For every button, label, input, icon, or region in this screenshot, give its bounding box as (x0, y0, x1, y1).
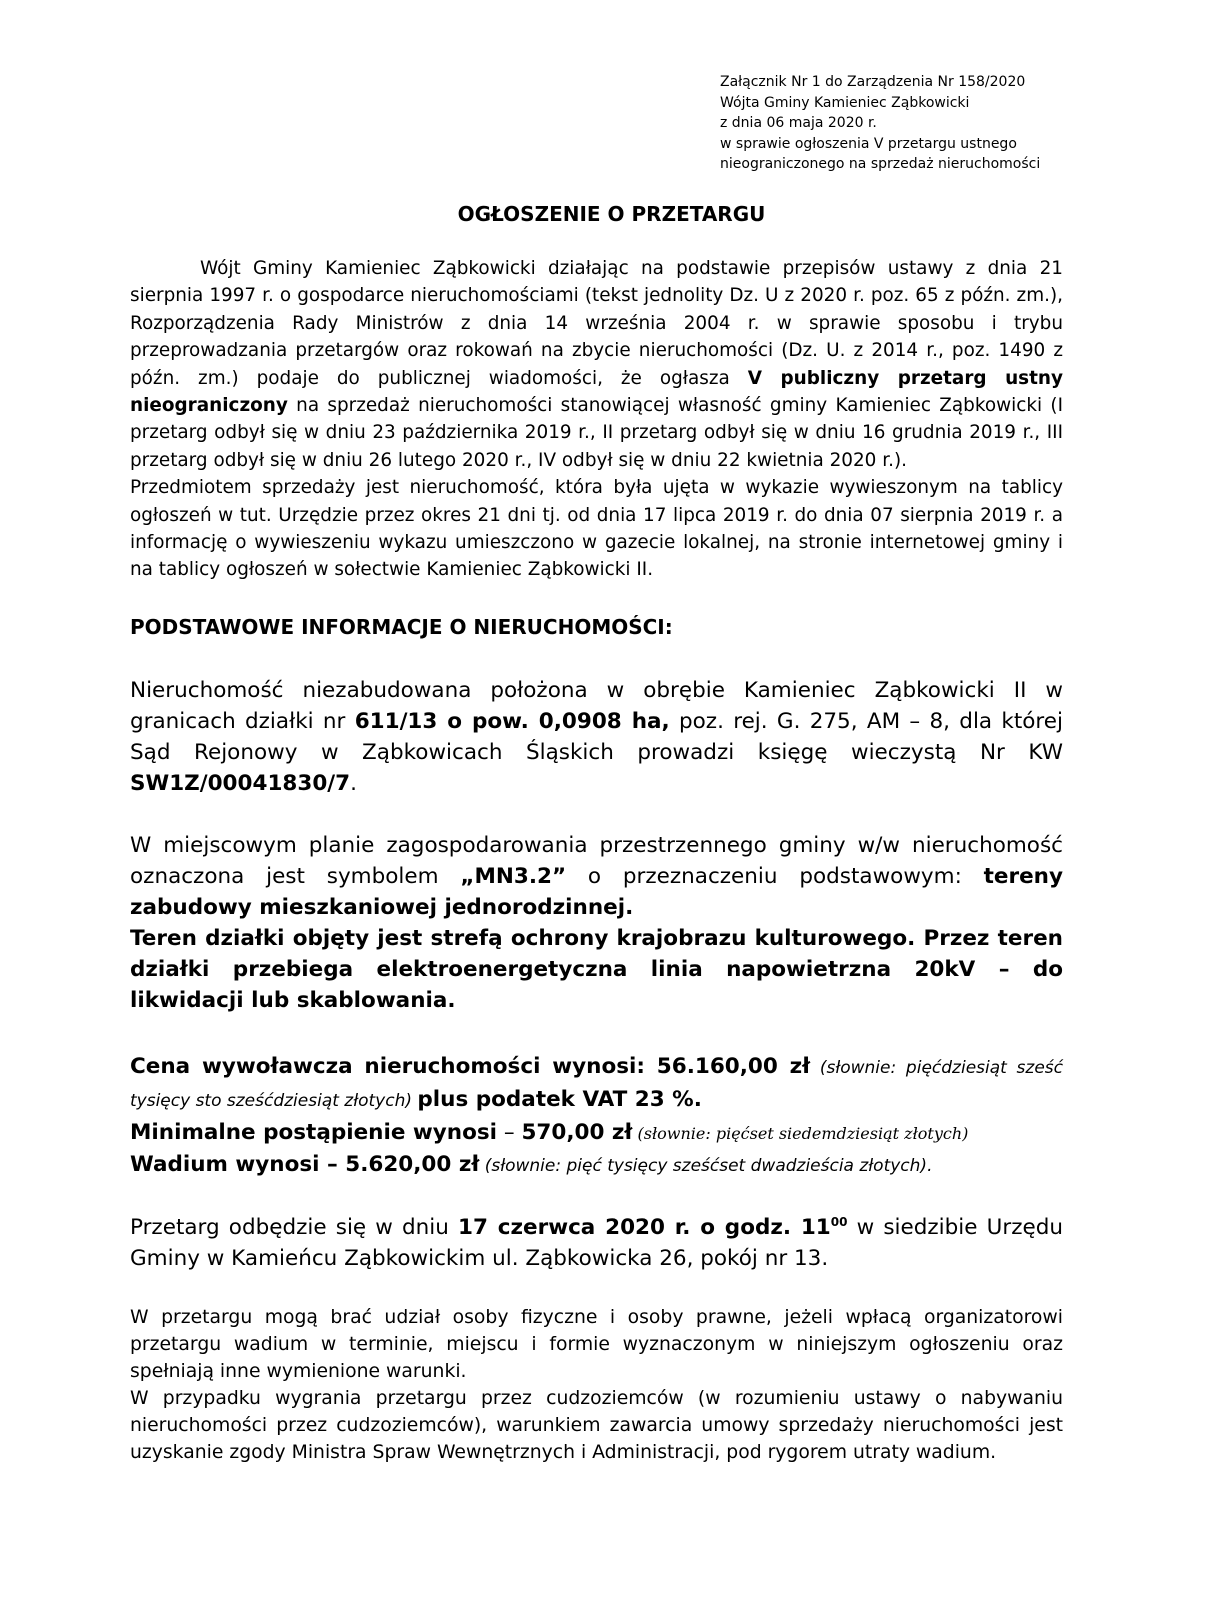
participants-paragraph: W przetargu mogą brać udział osoby fizyczne i osoby prawne, jeżeli wpłacą organizatorowi przetargu wadium w terminie, miejscu i formie wyznaczonym w niniejszym ogłoszeniu oraz spełniają inne wymienione warunki. (130, 1306, 1063, 1382)
annex-line: Załącznik Nr 1 do Zarządzenia Nr 158/2020 (720, 74, 1026, 90)
foreigners-paragraph: W przypadku wygrania przetargu przez cudzoziemców (w rozumieniu ustawy o nabywaniu nieruchomości przez cudzoziemców), warunkiem zawarcia umowy sprzedaży nieruchomości jest uzyskanie zgody Ministra Spraw Wewnętrznych i Administracji, pod rygorem utraty wadium. (130, 1387, 1063, 1463)
auction-date: 17 czerwca 2020 r. o godz. 11 (458, 1214, 831, 1240)
price-in-words: (słownie: pięćdziesiąt sześć tysięcy sto sześćdziesiąt złotych) (130, 1057, 1063, 1111)
increment-in-words: (słownie: pięćset siedemdziesiąt złotych) (632, 1123, 969, 1143)
vat-note: plus podatek VAT 23 %. (417, 1086, 702, 1112)
annex-note (720, 72, 1190, 175)
intro-text: na sprzedaż nieruchomości stanowiącej własność gminy Kamieniec Ząbkowicki (I przetarg odbył się w dniu 23 października 2019 r., II przetarg odbył się w dniu 16 grudnia 2019 r., III przetarg odbył się w dniu 26 lutego 2020 r., IV odbył się w dniu 22 kwietnia 2020 r.). (130, 395, 1063, 471)
plan-paragraph: W miejscowym planie zagospodarowania przestrzennego gminy w/w nieruchomość oznaczona jest symbolem „MN3.2” o przeznaczeniu podstawowym: tereny zabudowy mieszkaniowej jednorodzinnej. (130, 832, 1063, 920)
property-paragraph: Nieruchomość niezabudowana położona w obrębie Kamieniec Ząbkowicki II w granicach działki nr 611/13 o pow. 0,0908 ha, poz. rej. G. 275, AM – 8, dla której Sąd Rejonowy w Ząbkowicach Śląskich prowadzi księgę wieczystą Nr KW SW1Z/00041830/7. (130, 677, 1063, 796)
annex-line: Wójta Gminy Kamieniec Ząbkowicki (720, 94, 970, 111)
intro-paragraph (130, 255, 1063, 474)
intro-bold: V publiczny przetarg ustny nieograniczony (130, 367, 1063, 417)
annex-line: z dnia 06 maja 2020 r. (720, 115, 877, 131)
deposit-paragraph (130, 1149, 1063, 1182)
document-body (130, 255, 1063, 1466)
auction-minutes: 00 (830, 1214, 848, 1229)
increment-paragraph: Minimalne postąpienie wynosi – 570,00 zł (słownie: pięćset siedemdziesiąt złotych) (130, 1119, 969, 1145)
document-title: OGŁOSZENIE O PRZETARGU (457, 202, 766, 226)
deposit-in-words: (słownie: pięć tysięcy sześćset dwadzieścia złotych). (479, 1155, 933, 1176)
annex-line: w sprawie ogłoszenia V przetargu ustnego (720, 135, 1017, 152)
annex-line: nieograniczonego na sprzedaż nieruchomości (720, 156, 1041, 172)
increment-label: Minimalne postąpienie wynosi (130, 1119, 498, 1145)
auction-date-paragraph: Przetarg odbędzie się w dniu 17 czerwca 2020 r. o godz. $11^{00}$ w siedzibie Urzędu Gminy w Kamieńcu Ząbkowickim ul. Ząbkowicka 26, pokój nr 13. (130, 1214, 1064, 1271)
section-title: PODSTAWOWE INFORMACJE O NIERUCHOMOŚCI: (130, 614, 673, 639)
increment-amount: 570,00 zł (521, 1119, 633, 1145)
starting-price: Cena wywoławcza nieruchomości wynosi: 56.160,00 zł (130, 1053, 811, 1079)
land-register-number: SW1Z/00041830/7 (130, 770, 351, 796)
parcel-number: 611/13 o pow. 0,0908 ha, (354, 708, 670, 734)
intro-text: Wójt Gminy Kamieniec Ząbkowicki działając na podstawie przepisów ustawy z dnia 21 sierpnia 1997 r. o gospodarce nieruchomościami (tekst jednolity Dz. U z 2020 r. poz. 65 z późn. zm.), Rozporządzenia Rady Ministrów z dnia 14 września 2004 r. w sprawie sposobu i trybu przeprowadzania przetargów oraz rokowań na zbycie nieruchomości (Dz. U. z 2014 r., poz. 1490 z późn. zm.) podaje do publicznej wiadomości, że ogłasza (130, 258, 1063, 389)
deposit-amount: Wadium wynosi – 5.620,00 zł (130, 1151, 480, 1177)
plan-purpose: tereny zabudowy mieszkaniowej jednorodzinnej. (130, 863, 1063, 920)
subject-paragraph: Przedmiotem sprzedaży jest nieruchomość, która była ujęta w wykazie wywieszonym na tablicy ogłoszeń w tut. Urzędzie przez okres 21 dni tj. od dnia 17 lipca 2019 r. do dnia 07 sierpnia 2019 r. a informację o wywieszeniu wykazu umieszczono w gazecie lokalnej, na stronie internetowej gminy i na tablicy ogłoszeń w sołectwie Kamieniec Ząbkowicki II. (130, 477, 1063, 581)
price-paragraph (130, 1051, 1063, 1117)
plan-restrictions: Teren działki objęty jest strefą ochrony krajobrazu kulturowego. Przez teren działki przebiega elektroenergetyczna linia napowietrzna 20kV – do likwidacji lub skablowania. (130, 925, 1063, 1013)
plan-symbol: „MN3.2” (460, 863, 567, 889)
